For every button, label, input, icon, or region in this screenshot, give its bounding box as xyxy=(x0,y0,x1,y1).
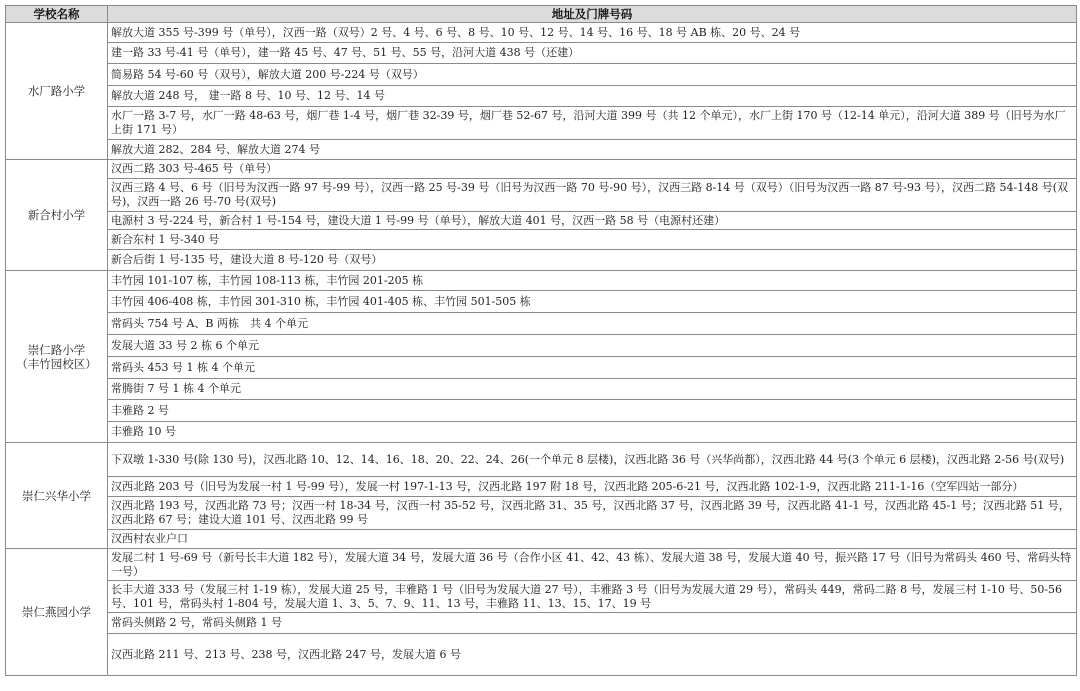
school-name: 崇仁燕园小学 xyxy=(22,605,91,619)
header-address: 地址及门牌号码 xyxy=(108,6,1077,23)
address-table-container xyxy=(5,5,1076,676)
table-row xyxy=(6,23,1077,43)
address-cell: 汉西北路 211 号、213 号、238 号，汉西北路 247 号，发展大道 6 号 xyxy=(108,634,1077,676)
table-row xyxy=(6,530,1077,549)
address-cell: 新合后街 1 号-135 号，建设大道 8 号-120 号（双号） xyxy=(108,250,1077,271)
address-cell: 常码头 453 号 1 栋 4 个单元 xyxy=(108,357,1077,379)
table-body xyxy=(6,23,1077,676)
address-cell: 常码头 754 号 A、B 两栋 共 4 个单元 xyxy=(108,313,1077,335)
table-row xyxy=(6,230,1077,250)
address-cell: 解放大道 248 号， 建一路 8 号、10 号、12 号、14 号 xyxy=(108,86,1077,107)
table-row xyxy=(6,581,1077,613)
address-cell: 丰雅路 2 号 xyxy=(108,400,1077,422)
table-row xyxy=(6,634,1077,676)
school-name-cell xyxy=(6,23,108,160)
header-row xyxy=(6,6,1077,23)
address-cell: 新合东村 1 号-340 号 xyxy=(108,230,1077,250)
address-cell: 汉西村农业户口 xyxy=(108,530,1077,549)
address-cell: 水厂一路 3-7 号，水厂一路 48-63 号，烟厂巷 1-4 号，烟厂巷 32-39 号，烟厂巷 52-67 号，沿河大道 399 号（共 12 个单元），水厂上街 170 号（12-14 单元），沿河大道 389 号（旧号为水厂上街 171 号） xyxy=(108,107,1077,140)
address-cell: 汉西二路 303 号-465 号（单号） xyxy=(108,160,1077,179)
school-name: 新合村小学 xyxy=(27,208,86,222)
table-row xyxy=(6,613,1077,634)
address-cell: 汉西北路 193 号，汉西北路 73 号；汉西一村 18-34 号，汉西一村 35-52 号，汉西北路 31、35 号，汉西北路 37 号，汉西北路 39 号，汉西北路 41-1 号，汉西北路 45-1 号；汉西北路 51 号，汉西北路 67 号；建设大道 101 号、汉西北路 99 号 xyxy=(108,497,1077,530)
address-cell: 电源村 3 号-224 号，新合村 1 号-154 号，建设大道 1 号-99 号（单号），解放大道 401 号，汉西一路 58 号（电源村还建） xyxy=(108,212,1077,230)
address-cell: 解放大道 355 号-399 号（单号），汉西一路（双号）2 号、4 号、6 号、8 号、10 号、12 号、14 号、16 号、18 号 AB 栋、20 号、24 号 xyxy=(108,23,1077,43)
table-row xyxy=(6,477,1077,497)
table-row xyxy=(6,250,1077,271)
table-row xyxy=(6,443,1077,477)
address-cell: 简易路 54 号-60 号（双号），解放大道 200 号-224 号（双号） xyxy=(108,64,1077,86)
address-cell: 长丰大道 333 号（发展三村 1-19 栋），发展大道 25 号，丰雅路 1 号（旧号为发展大道 27 号），丰雅路 3 号（旧号为发展大道 29 号），常码头 449，常码二路 8 号，发展三村 1-10 号、50-56 号、101 号，常码头村 1-804 号，发展大道 1、3、5、7、9、11、13 号，丰雅路 11、13、15、17、19 号 xyxy=(108,581,1077,613)
address-cell: 常码头侧路 2 号，常码头侧路 1 号 xyxy=(108,613,1077,634)
table-row xyxy=(6,335,1077,357)
table-row xyxy=(6,497,1077,530)
address-cell: 下双墩 1-330 号(除 130 号)，汉西北路 10、12、14、16、18、20、22、24、26(一个单元 8 层楼)，汉西北路 36 号（兴华尚都），汉西北路 44 号(3 个单元 6 层楼)，汉西北路 2-56 号(双号) xyxy=(108,443,1077,477)
table-row xyxy=(6,357,1077,379)
school-address-table xyxy=(5,5,1077,676)
school-name: 水厂路小学 xyxy=(27,84,86,98)
address-cell: 丰雅路 10 号 xyxy=(108,422,1077,443)
school-name-cell xyxy=(6,160,108,271)
address-cell: 常腾街 7 号 1 栋 4 个单元 xyxy=(108,379,1077,400)
address-cell: 建一路 33 号-41 号（单号），建一路 45 号、47 号、51 号、55 号，沿河大道 438 号（还建） xyxy=(108,43,1077,64)
table-row xyxy=(6,140,1077,160)
table-row xyxy=(6,313,1077,335)
address-cell: 汉西三路 4 号、6 号（旧号为汉西一路 97 号-99 号），汉西一路 25 号-39 号（旧号为汉西一路 70 号-90 号），汉西三路 8-14 号（双号）（旧号为汉西一路 87 号-93 号），汉西二路 54-148 号(双号)，汉西一路 26 号-70 号(双号) xyxy=(108,179,1077,212)
header-school-name: 学校名称 xyxy=(6,6,108,23)
address-cell: 解放大道 282、284 号、解放大道 274 号 xyxy=(108,140,1077,160)
table-row xyxy=(6,107,1077,140)
school-name: 崇仁兴华小学 xyxy=(22,488,91,503)
table-row xyxy=(6,43,1077,64)
table-row xyxy=(6,212,1077,230)
school-name: 崇仁路小学 xyxy=(27,342,86,357)
table-row xyxy=(6,271,1077,291)
table-row xyxy=(6,422,1077,443)
table-row xyxy=(6,86,1077,107)
table-row xyxy=(6,400,1077,422)
address-cell: 发展二村 1 号-69 号（新号长丰大道 182 号），发展大道 34 号，发展大道 36 号（合作小区 41、42、43 栋）、发展大道 38 号，发展大道 40 号，振兴路 17 号（旧号为常码头 460 号、常码头特一号） xyxy=(108,549,1077,581)
table-row xyxy=(6,160,1077,179)
table-row xyxy=(6,179,1077,212)
school-name-cell xyxy=(6,443,108,549)
address-cell: 丰竹园 101-107 栋，丰竹园 108-113 栋，丰竹园 201-205 栋 xyxy=(108,271,1077,291)
address-cell: 汉西北路 203 号（旧号为发展一村 1 号-99 号），发展一村 197-1-13 号，汉西北路 197 附 18 号，汉西北路 205-6-21 号，汉西北路 102-1-9，汉西北路 211-1-16（空军四站一部分） xyxy=(108,477,1077,497)
table-row xyxy=(6,64,1077,86)
school-name-cell xyxy=(6,271,108,443)
table-row xyxy=(6,549,1077,581)
table-row xyxy=(6,291,1077,313)
address-cell: 发展大道 33 号 2 栋 6 个单元 xyxy=(108,335,1077,357)
address-cell: 丰竹园 406-408 栋，丰竹园 301-310 栋，丰竹园 401-405 栋、丰竹园 501-505 栋 xyxy=(108,291,1077,313)
school-name-cell xyxy=(6,549,108,676)
table-row xyxy=(6,379,1077,400)
school-campus: （丰竹园校区） xyxy=(16,356,97,371)
